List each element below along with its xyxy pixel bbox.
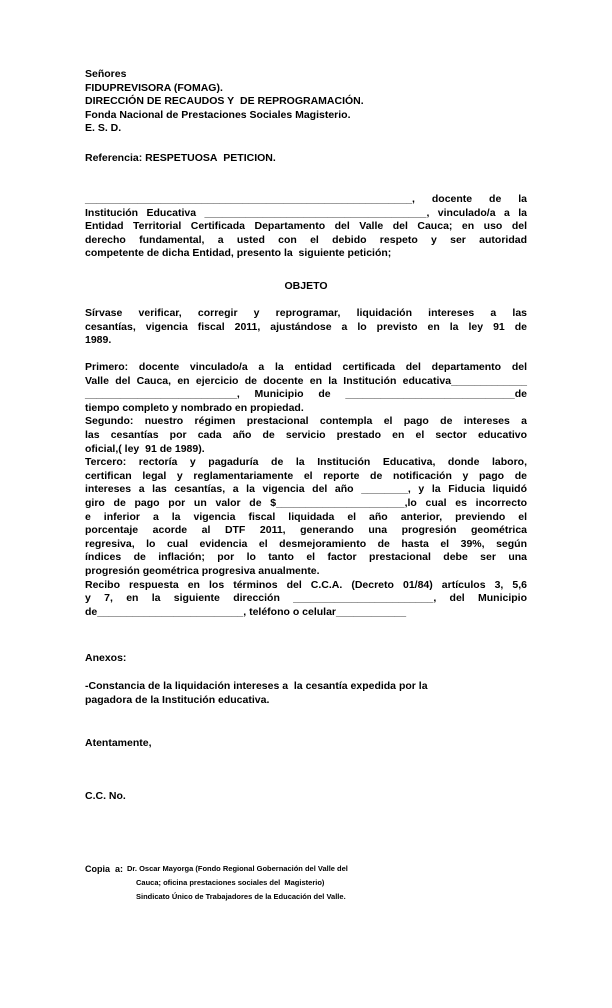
body-line: Primero: docente vinculado/a a la entidad certificada del departamento del bbox=[85, 361, 527, 373]
copy-lines bbox=[127, 862, 348, 904]
intro-line: Entidad Territorial Certificada Departamento del Valle del Cauca; en uso del bbox=[85, 220, 527, 233]
body-line: regresiva, lo cual evidencia el desmejoramiento de hasta el 39%, según bbox=[85, 537, 527, 550]
body-line: progresión geométrica progresiva anualmente. bbox=[85, 564, 320, 577]
intro-line: competente de dicha Entidad, presento la siguiente petición; bbox=[85, 247, 392, 260]
recipient-line: FIDUPREVISORA (FOMAG). bbox=[85, 81, 223, 94]
annex-line: -Constancia de la liquidación intereses a la cesantía expedida por la bbox=[85, 680, 428, 692]
copy-line: Sindicato Único de Trabajadores de la Educación del Valle. bbox=[136, 892, 346, 901]
intro-line: ________________________________________________________, docente de la bbox=[85, 193, 527, 205]
recipient-block bbox=[85, 68, 527, 136]
closing-text: Atentamente, bbox=[85, 737, 152, 749]
intro-line: Institución Educativa ______________________________________, vinculado/a a la bbox=[85, 206, 527, 219]
body-line: giro de pago por un valor de $______________________,lo cual es incorrecto bbox=[85, 496, 527, 509]
annex-paragraph bbox=[85, 680, 527, 707]
object-line: Sírvase verificar, corregir y reprogramar, liquidación intereses a las bbox=[85, 307, 527, 319]
body-line: intereses a las cesantías, a la vigencia del año ________, y la Fiducia liquidó bbox=[85, 483, 527, 496]
object-line: 1989. bbox=[85, 334, 112, 347]
body-line: __________________________, Municipio de _____________________________de bbox=[85, 388, 527, 401]
body-line: certifican legal y reglamentariamente el reporte de notificación y pago de bbox=[85, 469, 527, 482]
copy-section bbox=[85, 862, 527, 904]
body-line: porcentaje acorde al DTF 2011, generando una progresión geométrica bbox=[85, 524, 527, 537]
annex-heading-text: Anexos: bbox=[85, 652, 127, 664]
copy-line: Dr. Oscar Mayorga (Fondo Regional Gobernación del Valle del bbox=[127, 864, 348, 873]
body-line: Recibo respuesta en los términos del C.C.A. (Decreto 01/84) artículos 3, 5,6 bbox=[85, 578, 527, 591]
body-line: e inferior a la vigencia fiscal liquidada el año anterior, previendo el bbox=[85, 510, 527, 523]
recipient-line: Señores bbox=[85, 68, 127, 80]
body-line: Segundo: nuestro régimen prestacional contempla el pago de intereses a bbox=[85, 415, 527, 428]
object-line: cesantías, vigencia fiscal 2011, ajustándose a lo previsto en la ley 91 de bbox=[85, 320, 527, 333]
body-line: oficial,( ley 91 de 1989). bbox=[85, 442, 205, 455]
recipient-line: E. S. D. bbox=[85, 122, 122, 135]
object-heading bbox=[85, 280, 527, 294]
intro-line: derecho fundamental, a usted con el debido respeto y ser autoridad bbox=[85, 233, 527, 246]
body-line: las cesantías por cada año de servicio prestado en el sector educativo bbox=[85, 428, 527, 441]
body-line: tiempo completo y nombrado en propiedad. bbox=[85, 401, 304, 414]
annex-heading bbox=[85, 652, 527, 666]
object-heading-text: OBJETO bbox=[284, 280, 328, 292]
copy-line: Cauca; oficina prestaciones sociales del Magisterio) bbox=[136, 878, 325, 887]
object-paragraph bbox=[85, 307, 527, 348]
body-line: y 7, en la siguiente dirección ________________________, del Municipio bbox=[85, 592, 527, 605]
reference-text: Referencia: RESPETUOSA PETICION. bbox=[85, 152, 276, 164]
cc-text: C.C. No. bbox=[85, 790, 126, 802]
intro-paragraph bbox=[85, 193, 527, 261]
body-line: Valle del Cauca, en ejercicio de docente en la Institución educativa_____________ bbox=[85, 374, 527, 387]
copy-label: Copia a: bbox=[85, 864, 124, 874]
recipient-line: DIRECCIÓN DE RECAUDOS Y DE REPROGRAMACIÓN. bbox=[85, 95, 364, 108]
body-line: índices de inflación; por lo tanto el factor prestacional debe ser una bbox=[85, 551, 527, 564]
body-line: de_________________________, teléfono o celular____________ bbox=[85, 605, 407, 618]
body-paragraph bbox=[85, 361, 527, 619]
cc-line bbox=[85, 790, 527, 804]
reference-line bbox=[85, 152, 527, 166]
recipient-line: Fonda Nacional de Prestaciones Sociales Magisterio. bbox=[85, 108, 351, 121]
body-line: Tercero: rectoría y pagaduría de la Institución Educativa, donde laboro, bbox=[85, 456, 527, 469]
annex-line: pagadora de la Institución educativa. bbox=[85, 693, 270, 706]
closing-line bbox=[85, 737, 527, 751]
